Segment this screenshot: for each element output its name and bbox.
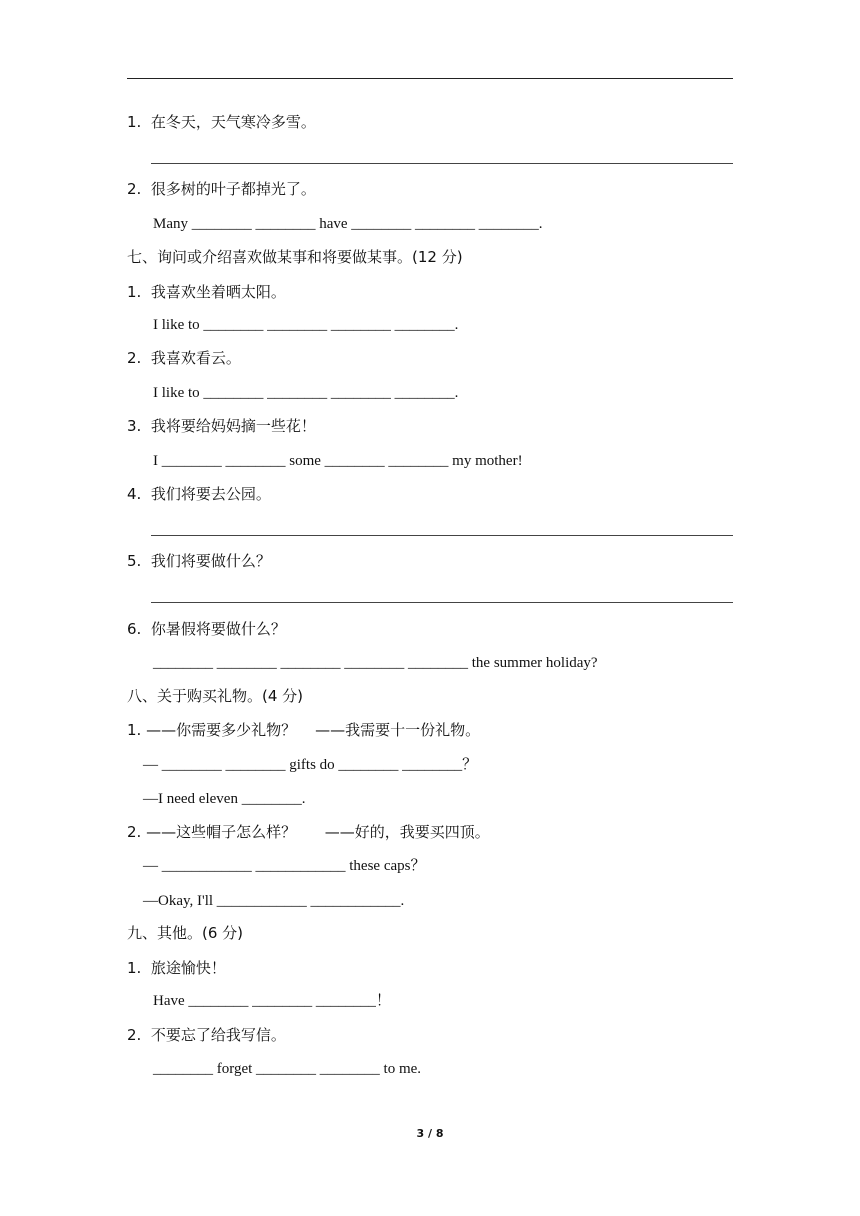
- question-text: 1. 旅途愉快！: [127, 959, 226, 977]
- question-text: 3. 我将要给妈妈摘一些花！: [127, 417, 316, 435]
- answer-template: — ________ ________ gifts do ________ ________？: [143, 757, 478, 773]
- question-text: 5. 我们将要做什么？: [127, 552, 271, 570]
- question-text: 2. ——这些帽子怎么样？ ——好的，我要买四顶。: [127, 823, 490, 841]
- question-text: 2. 很多树的叶子都掉光了。: [127, 180, 316, 198]
- question-text: 6. 你暑假将要做什么？: [127, 620, 286, 638]
- section-heading: 七、询问或介绍喜欢做某事和将要做某事。(12 分): [127, 248, 463, 266]
- section-heading: 八、关于购买礼物。(4 分): [127, 687, 304, 705]
- header-rule: [127, 78, 733, 79]
- section-heading: 九、其他。(6 分): [127, 924, 244, 942]
- question-text: 2. 不要忘了给我写信。: [127, 1026, 286, 1044]
- answer-template: ________ ________ ________ ________ ________ the summer holiday?: [153, 655, 598, 671]
- answer-template: I like to ________ ________ ________ ________.: [153, 385, 459, 401]
- answer-template: Many ________ ________ have ________ ________ ________.: [153, 216, 543, 232]
- question-text: 1. 在冬天，天气寒冷多雪。: [127, 113, 316, 131]
- question-text: 4. 我们将要去公园。: [127, 485, 271, 503]
- answer-line: [151, 535, 733, 536]
- answer-template: Have ________ ________ ________！: [153, 993, 391, 1009]
- answer-template: ________ forget ________ ________ to me.: [153, 1061, 422, 1077]
- answer-template: —Okay, I'll ____________ ____________.: [143, 893, 405, 909]
- answer-line: [151, 163, 733, 164]
- question-text: 1. 我喜欢坐着晒太阳。: [127, 283, 286, 301]
- answer-template: I ________ ________ some ________ ________ my mother!: [153, 453, 523, 469]
- page-number: 3 / 8: [416, 1127, 444, 1140]
- answer-line: [151, 602, 733, 603]
- answer-template: I like to ________ ________ ________ ________.: [153, 317, 459, 333]
- question-text: 1. ——你需要多少礼物？ ——我需要十一份礼物。: [127, 721, 481, 739]
- question-text: 2. 我喜欢看云。: [127, 349, 241, 367]
- answer-template: —I need eleven ________.: [143, 791, 306, 807]
- answer-template: — ____________ ____________ these caps？: [143, 858, 426, 874]
